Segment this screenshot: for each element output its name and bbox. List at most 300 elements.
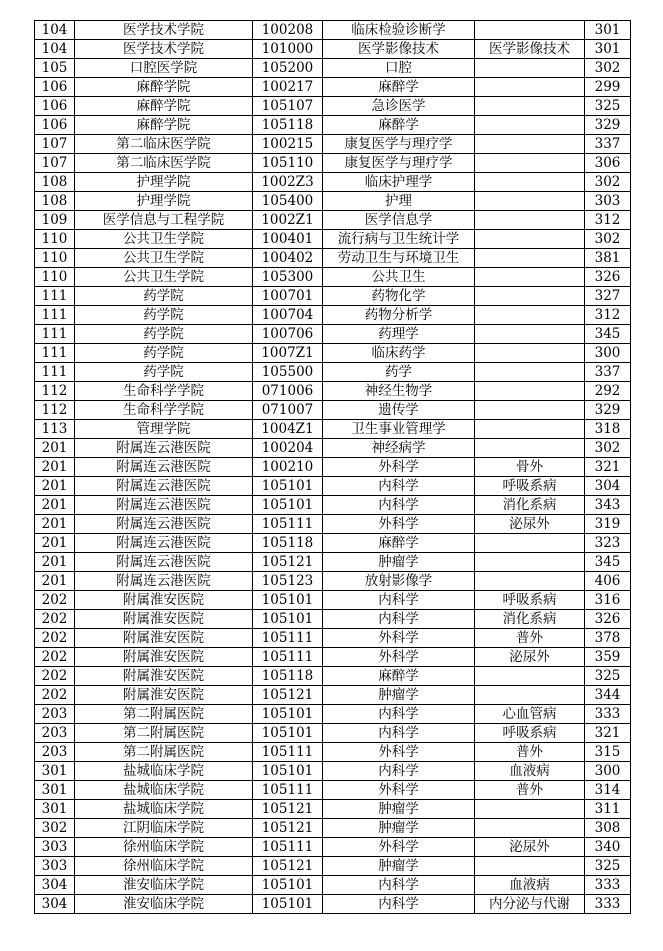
major-code-cell: 105121	[253, 686, 323, 705]
major-name-cell: 外科学	[323, 648, 475, 667]
table-row	[35, 439, 631, 458]
research-direction-cell	[475, 667, 585, 686]
major-name-cell: 内科学	[323, 610, 475, 629]
major-code-cell: 1004Z1	[253, 420, 323, 439]
major-name-cell: 肿瘤学	[323, 819, 475, 838]
major-name-cell: 临床检验诊断学	[323, 21, 475, 40]
major-code-cell: 100208	[253, 21, 323, 40]
college-code-cell: 201	[35, 534, 75, 553]
college-code-cell: 203	[35, 724, 75, 743]
college-name-cell: 医学技术学院	[75, 40, 253, 59]
table-row	[35, 40, 631, 59]
table-row	[35, 249, 631, 268]
table-row	[35, 591, 631, 610]
min-score-cell: 333	[585, 876, 631, 895]
college-name-cell: 附属连云港医院	[75, 553, 253, 572]
college-code-cell: 106	[35, 78, 75, 97]
college-name-cell: 盐城临床学院	[75, 762, 253, 781]
research-direction-cell	[475, 173, 585, 192]
min-score-cell: 337	[585, 135, 631, 154]
major-name-cell: 内科学	[323, 591, 475, 610]
college-name-cell: 医学信息与工程学院	[75, 211, 253, 230]
research-direction-cell: 血液病	[475, 762, 585, 781]
major-name-cell: 麻醉学	[323, 116, 475, 135]
college-code-cell: 303	[35, 838, 75, 857]
table-row	[35, 230, 631, 249]
min-score-cell: 300	[585, 344, 631, 363]
table-row	[35, 154, 631, 173]
major-name-cell: 神经病学	[323, 439, 475, 458]
table-row	[35, 287, 631, 306]
min-score-cell: 345	[585, 325, 631, 344]
major-code-cell: 105300	[253, 268, 323, 287]
college-name-cell: 附属淮安医院	[75, 591, 253, 610]
min-score-cell: 302	[585, 439, 631, 458]
college-name-cell: 公共卫生学院	[75, 249, 253, 268]
research-direction-cell: 呼吸系病	[475, 477, 585, 496]
major-code-cell: 105101	[253, 591, 323, 610]
table-row	[35, 21, 631, 40]
table-row	[35, 325, 631, 344]
major-code-cell: 105118	[253, 667, 323, 686]
min-score-cell: 303	[585, 192, 631, 211]
major-name-cell: 临床药学	[323, 344, 475, 363]
min-score-cell: 321	[585, 724, 631, 743]
major-code-cell: 105123	[253, 572, 323, 591]
research-direction-cell: 普外	[475, 781, 585, 800]
major-code-cell: 105101	[253, 762, 323, 781]
min-score-cell: 301	[585, 40, 631, 59]
college-code-cell: 203	[35, 705, 75, 724]
college-code-cell: 111	[35, 287, 75, 306]
research-direction-cell	[475, 420, 585, 439]
college-name-cell: 附属淮安医院	[75, 610, 253, 629]
min-score-cell: 333	[585, 705, 631, 724]
college-code-cell: 201	[35, 572, 75, 591]
research-direction-cell	[475, 553, 585, 572]
college-name-cell: 护理学院	[75, 192, 253, 211]
college-name-cell: 护理学院	[75, 173, 253, 192]
major-code-cell: 105107	[253, 97, 323, 116]
major-name-cell: 内科学	[323, 496, 475, 515]
major-name-cell: 口腔	[323, 59, 475, 78]
major-code-cell: 100402	[253, 249, 323, 268]
college-name-cell: 药学院	[75, 363, 253, 382]
min-score-cell: 316	[585, 591, 631, 610]
major-name-cell: 药学	[323, 363, 475, 382]
major-name-cell: 护理	[323, 192, 475, 211]
min-score-cell: 308	[585, 819, 631, 838]
research-direction-cell	[475, 344, 585, 363]
major-code-cell: 105500	[253, 363, 323, 382]
major-name-cell: 内科学	[323, 876, 475, 895]
research-direction-cell	[475, 192, 585, 211]
min-score-cell: 312	[585, 211, 631, 230]
college-name-cell: 江阴临床学院	[75, 819, 253, 838]
major-code-cell: 071006	[253, 382, 323, 401]
major-name-cell: 流行病与卫生统计学	[323, 230, 475, 249]
major-name-cell: 麻醉学	[323, 534, 475, 553]
research-direction-cell	[475, 249, 585, 268]
table-row	[35, 534, 631, 553]
research-direction-cell: 普外	[475, 629, 585, 648]
research-direction-cell	[475, 819, 585, 838]
table-row	[35, 59, 631, 78]
table-row	[35, 458, 631, 477]
major-code-cell: 105101	[253, 876, 323, 895]
college-code-cell: 108	[35, 192, 75, 211]
table-row	[35, 192, 631, 211]
major-name-cell: 医学影像技术	[323, 40, 475, 59]
college-name-cell: 第二附属医院	[75, 724, 253, 743]
college-name-cell: 淮安临床学院	[75, 876, 253, 895]
college-code-cell: 111	[35, 325, 75, 344]
major-name-cell: 外科学	[323, 629, 475, 648]
score-table	[34, 20, 631, 914]
major-name-cell: 外科学	[323, 743, 475, 762]
college-name-cell: 附属连云港医院	[75, 439, 253, 458]
major-name-cell: 肿瘤学	[323, 800, 475, 819]
table-row	[35, 667, 631, 686]
college-code-cell: 201	[35, 553, 75, 572]
research-direction-cell	[475, 154, 585, 173]
college-name-cell: 第二临床医学院	[75, 135, 253, 154]
college-name-cell: 公共卫生学院	[75, 230, 253, 249]
score-table-body	[35, 21, 631, 914]
major-code-cell: 105111	[253, 743, 323, 762]
table-row	[35, 211, 631, 230]
major-name-cell: 内科学	[323, 895, 475, 914]
college-name-cell: 第二附属医院	[75, 743, 253, 762]
table-row	[35, 306, 631, 325]
major-name-cell: 医学信息学	[323, 211, 475, 230]
major-code-cell: 105101	[253, 724, 323, 743]
min-score-cell: 344	[585, 686, 631, 705]
research-direction-cell	[475, 21, 585, 40]
college-name-cell: 麻醉学院	[75, 78, 253, 97]
college-code-cell: 201	[35, 477, 75, 496]
table-row	[35, 477, 631, 496]
major-name-cell: 康复医学与理疗学	[323, 135, 475, 154]
research-direction-cell: 消化系病	[475, 610, 585, 629]
major-code-cell: 105200	[253, 59, 323, 78]
research-direction-cell: 泌尿外	[475, 648, 585, 667]
major-name-cell: 内科学	[323, 477, 475, 496]
research-direction-cell	[475, 325, 585, 344]
college-name-cell: 附属连云港医院	[75, 477, 253, 496]
college-code-cell: 110	[35, 268, 75, 287]
min-score-cell: 406	[585, 572, 631, 591]
major-name-cell: 卫生事业管理学	[323, 420, 475, 439]
college-name-cell: 附属淮安医院	[75, 667, 253, 686]
college-name-cell: 口腔医学院	[75, 59, 253, 78]
min-score-cell: 337	[585, 363, 631, 382]
major-name-cell: 急诊医学	[323, 97, 475, 116]
research-direction-cell	[475, 230, 585, 249]
table-row	[35, 781, 631, 800]
major-name-cell: 药物化学	[323, 287, 475, 306]
min-score-cell: 318	[585, 420, 631, 439]
min-score-cell: 302	[585, 230, 631, 249]
college-code-cell: 105	[35, 59, 75, 78]
research-direction-cell	[475, 287, 585, 306]
college-code-cell: 202	[35, 686, 75, 705]
college-code-cell: 202	[35, 667, 75, 686]
major-code-cell: 100401	[253, 230, 323, 249]
table-row	[35, 344, 631, 363]
research-direction-cell	[475, 268, 585, 287]
college-name-cell: 附属淮安医院	[75, 648, 253, 667]
major-code-cell: 105121	[253, 553, 323, 572]
college-name-cell: 盐城临床学院	[75, 800, 253, 819]
major-code-cell: 100217	[253, 78, 323, 97]
college-name-cell: 医学技术学院	[75, 21, 253, 40]
college-name-cell: 附属淮安医院	[75, 686, 253, 705]
college-code-cell: 107	[35, 135, 75, 154]
college-code-cell: 202	[35, 629, 75, 648]
min-score-cell: 312	[585, 306, 631, 325]
min-score-cell: 381	[585, 249, 631, 268]
college-code-cell: 106	[35, 116, 75, 135]
major-name-cell: 肿瘤学	[323, 857, 475, 876]
min-score-cell: 302	[585, 173, 631, 192]
research-direction-cell	[475, 534, 585, 553]
college-code-cell: 301	[35, 762, 75, 781]
major-name-cell: 内科学	[323, 705, 475, 724]
college-code-cell: 301	[35, 800, 75, 819]
college-name-cell: 第二附属医院	[75, 705, 253, 724]
research-direction-cell	[475, 857, 585, 876]
research-direction-cell: 消化系病	[475, 496, 585, 515]
college-name-cell: 附属连云港医院	[75, 534, 253, 553]
college-name-cell: 生命科学学院	[75, 401, 253, 420]
table-row	[35, 743, 631, 762]
college-name-cell: 徐州临床学院	[75, 838, 253, 857]
college-code-cell: 302	[35, 819, 75, 838]
major-code-cell: 105118	[253, 116, 323, 135]
college-code-cell: 301	[35, 781, 75, 800]
major-code-cell: 101000	[253, 40, 323, 59]
table-row	[35, 610, 631, 629]
min-score-cell: 326	[585, 268, 631, 287]
table-row	[35, 762, 631, 781]
min-score-cell: 300	[585, 762, 631, 781]
college-code-cell: 111	[35, 363, 75, 382]
research-direction-cell	[475, 97, 585, 116]
min-score-cell: 311	[585, 800, 631, 819]
research-direction-cell: 血液病	[475, 876, 585, 895]
table-row	[35, 572, 631, 591]
major-name-cell: 神经生物学	[323, 382, 475, 401]
major-name-cell: 放射影像学	[323, 572, 475, 591]
major-code-cell: 105101	[253, 895, 323, 914]
major-name-cell: 临床护理学	[323, 173, 475, 192]
research-direction-cell	[475, 439, 585, 458]
major-code-cell: 105101	[253, 477, 323, 496]
college-code-cell: 303	[35, 857, 75, 876]
major-code-cell: 105121	[253, 857, 323, 876]
table-row	[35, 420, 631, 439]
min-score-cell: 333	[585, 895, 631, 914]
table-row	[35, 97, 631, 116]
table-row	[35, 382, 631, 401]
major-code-cell: 105118	[253, 534, 323, 553]
major-name-cell: 药物分析学	[323, 306, 475, 325]
major-code-cell: 100706	[253, 325, 323, 344]
college-code-cell: 111	[35, 306, 75, 325]
college-name-cell: 淮安临床学院	[75, 895, 253, 914]
major-code-cell: 105101	[253, 610, 323, 629]
college-code-cell: 110	[35, 230, 75, 249]
college-code-cell: 201	[35, 458, 75, 477]
research-direction-cell	[475, 59, 585, 78]
table-row	[35, 496, 631, 515]
research-direction-cell: 泌尿外	[475, 838, 585, 857]
major-name-cell: 外科学	[323, 838, 475, 857]
major-code-cell: 100210	[253, 458, 323, 477]
major-code-cell: 100701	[253, 287, 323, 306]
major-name-cell: 遗传学	[323, 401, 475, 420]
major-name-cell: 外科学	[323, 458, 475, 477]
research-direction-cell	[475, 116, 585, 135]
research-direction-cell	[475, 78, 585, 97]
min-score-cell: 378	[585, 629, 631, 648]
major-name-cell: 外科学	[323, 515, 475, 534]
college-code-cell: 304	[35, 895, 75, 914]
college-code-cell: 111	[35, 344, 75, 363]
min-score-cell: 325	[585, 857, 631, 876]
research-direction-cell: 泌尿外	[475, 515, 585, 534]
table-row	[35, 515, 631, 534]
major-name-cell: 药理学	[323, 325, 475, 344]
min-score-cell: 359	[585, 648, 631, 667]
min-score-cell: 306	[585, 154, 631, 173]
college-code-cell: 203	[35, 743, 75, 762]
major-code-cell: 1002Z1	[253, 211, 323, 230]
min-score-cell: 343	[585, 496, 631, 515]
college-code-cell: 202	[35, 648, 75, 667]
college-code-cell: 304	[35, 876, 75, 895]
min-score-cell: 315	[585, 743, 631, 762]
college-name-cell: 生命科学学院	[75, 382, 253, 401]
table-row	[35, 135, 631, 154]
table-row	[35, 268, 631, 287]
table-row	[35, 838, 631, 857]
min-score-cell: 321	[585, 458, 631, 477]
college-code-cell: 201	[35, 439, 75, 458]
research-direction-cell: 呼吸系病	[475, 591, 585, 610]
college-name-cell: 徐州临床学院	[75, 857, 253, 876]
major-code-cell: 1002Z3	[253, 173, 323, 192]
research-direction-cell	[475, 800, 585, 819]
major-name-cell: 麻醉学	[323, 78, 475, 97]
min-score-cell: 323	[585, 534, 631, 553]
college-code-cell: 106	[35, 97, 75, 116]
table-row	[35, 686, 631, 705]
min-score-cell: 325	[585, 667, 631, 686]
table-row	[35, 648, 631, 667]
table-row	[35, 800, 631, 819]
min-score-cell: 299	[585, 78, 631, 97]
research-direction-cell	[475, 401, 585, 420]
table-row	[35, 876, 631, 895]
research-direction-cell	[475, 382, 585, 401]
research-direction-cell	[475, 572, 585, 591]
major-code-cell: 100204	[253, 439, 323, 458]
college-name-cell: 附属连云港医院	[75, 496, 253, 515]
major-code-cell: 105111	[253, 838, 323, 857]
major-code-cell: 100215	[253, 135, 323, 154]
table-row	[35, 553, 631, 572]
major-name-cell: 内科学	[323, 762, 475, 781]
college-code-cell: 109	[35, 211, 75, 230]
college-name-cell: 附属连云港医院	[75, 515, 253, 534]
table-row	[35, 857, 631, 876]
min-score-cell: 329	[585, 116, 631, 135]
college-name-cell: 公共卫生学院	[75, 268, 253, 287]
major-code-cell: 105111	[253, 515, 323, 534]
college-name-cell: 附属连云港医院	[75, 458, 253, 477]
table-row	[35, 705, 631, 724]
min-score-cell: 329	[585, 401, 631, 420]
college-name-cell: 药学院	[75, 306, 253, 325]
major-code-cell: 105121	[253, 819, 323, 838]
research-direction-cell: 普外	[475, 743, 585, 762]
min-score-cell: 325	[585, 97, 631, 116]
min-score-cell: 314	[585, 781, 631, 800]
major-code-cell: 105400	[253, 192, 323, 211]
research-direction-cell	[475, 686, 585, 705]
major-code-cell: 105110	[253, 154, 323, 173]
table-row	[35, 173, 631, 192]
college-code-cell: 202	[35, 591, 75, 610]
major-code-cell: 105111	[253, 781, 323, 800]
table-row	[35, 116, 631, 135]
college-code-cell: 108	[35, 173, 75, 192]
research-direction-cell: 骨外	[475, 458, 585, 477]
major-code-cell: 100704	[253, 306, 323, 325]
major-name-cell: 康复医学与理疗学	[323, 154, 475, 173]
research-direction-cell	[475, 306, 585, 325]
table-row	[35, 363, 631, 382]
college-name-cell: 第二临床医学院	[75, 154, 253, 173]
college-code-cell: 107	[35, 154, 75, 173]
major-name-cell: 公共卫生	[323, 268, 475, 287]
major-name-cell: 肿瘤学	[323, 686, 475, 705]
college-name-cell: 附属连云港医院	[75, 572, 253, 591]
college-code-cell: 113	[35, 420, 75, 439]
major-code-cell: 1007Z1	[253, 344, 323, 363]
major-code-cell: 105101	[253, 496, 323, 515]
college-name-cell: 药学院	[75, 287, 253, 306]
college-code-cell: 201	[35, 496, 75, 515]
college-name-cell: 麻醉学院	[75, 97, 253, 116]
min-score-cell: 327	[585, 287, 631, 306]
table-row	[35, 78, 631, 97]
college-name-cell: 盐城临床学院	[75, 781, 253, 800]
major-name-cell: 麻醉学	[323, 667, 475, 686]
college-code-cell: 110	[35, 249, 75, 268]
major-name-cell: 劳动卫生与环境卫生	[323, 249, 475, 268]
major-code-cell: 105121	[253, 800, 323, 819]
min-score-cell: 345	[585, 553, 631, 572]
min-score-cell: 304	[585, 477, 631, 496]
research-direction-cell	[475, 211, 585, 230]
college-name-cell: 药学院	[75, 344, 253, 363]
min-score-cell: 301	[585, 21, 631, 40]
table-row	[35, 819, 631, 838]
research-direction-cell: 心血管病	[475, 705, 585, 724]
